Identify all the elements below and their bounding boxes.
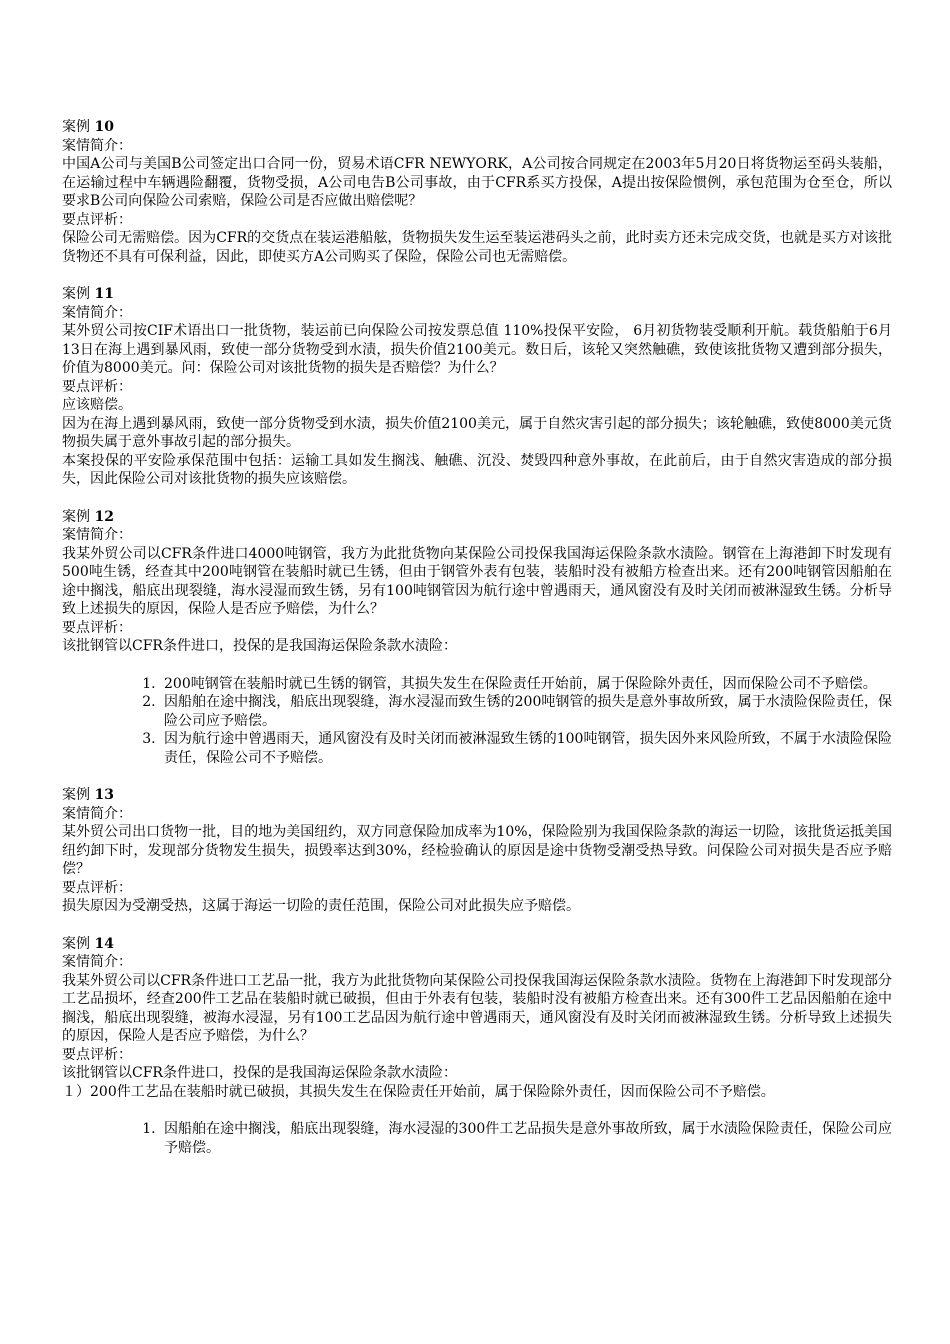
numbered-list bbox=[62, 1120, 892, 1157]
case-label: 案例 bbox=[62, 286, 90, 302]
case-11 bbox=[62, 285, 892, 489]
case-evaluation: 该批钢管以CFR条件进口，投保的是我国海运保险条款水渍险： bbox=[62, 1065, 457, 1081]
case-label: 案例 bbox=[62, 935, 90, 952]
eval-heading: 要点评析： bbox=[62, 1046, 132, 1063]
intro-heading: 案情简介： bbox=[62, 805, 132, 822]
case-title bbox=[62, 508, 892, 527]
eval-heading: 要点评析： bbox=[62, 879, 132, 896]
case-label: 案例 bbox=[62, 787, 90, 803]
case-evaluation-line: 应该赔偿。 bbox=[62, 397, 132, 413]
plain-list-item: １）200件工艺品在装船时就已破损，其损失发生在保险责任开始前，属于保险除外责任，因而保险公司不予赔偿。 bbox=[62, 1083, 775, 1100]
case-number: 14 bbox=[94, 935, 114, 952]
case-12 bbox=[62, 508, 892, 768]
case-intro: 某外贸公司按CIF术语出口一批货物，装运前已向保险公司按发票总值 110%投保平安险， 6月初货物装受顺利开航。载货船舶于6月13日在海上遇到暴风雨，致使一部分货物受到水渍，损失价值2100美元。数日后，该轮又突然触礁，致使该批货物又遭到部分损失，价值为8000美元。问：保险公司对该批货物的损失是否赔偿？为什么？ bbox=[62, 323, 892, 376]
case-title bbox=[62, 118, 892, 137]
list-item: 1. 200吨钢管在装船时就已生锈的钢管，其损失发生在保险责任开始前，属于保险除外责任，因而保险公司不予赔偿。 bbox=[160, 675, 892, 694]
case-label: 案例 bbox=[62, 508, 90, 525]
case-13 bbox=[62, 786, 892, 916]
case-number: 11 bbox=[94, 286, 114, 302]
intro-heading: 案情简介： bbox=[62, 304, 132, 321]
case-evaluation-line: 本案投保的平安险承保范围中包括：运输工具如发生搁浅、触礁、沉没、焚毁四种意外事故，在此前后，由于自然灾害造成的部分损失，因此保险公司对该批货物的损失应该赔偿。 bbox=[62, 452, 892, 487]
case-evaluation: 损失原因为受潮受热，这属于海运一切险的责任范围，保险公司对此损失应予赔偿。 bbox=[62, 898, 580, 914]
case-14 bbox=[62, 935, 892, 1158]
case-intro: 我某外贸公司以CFR条件进口4000吨钢管，我方为此批货物向某保险公司投保我国海运保险条款水渍险。钢管在上海港卸下时发现有500吨生锈，经查其中200吨钢管在装船时就已生锈，但由于钢管外表有包装，装船时没有被船方检查出来。还有200吨钢管因船舶在途中搁浅，船底出现裂缝，海水浸湿而致生锈，另有100吨钢管因为航行途中曾遇雨天，通风窗没有及时关闭而被淋湿致生锈。分析导致上述损失的原因，保险人是否应予赔偿，为什么？ bbox=[62, 545, 892, 617]
eval-heading: 要点评析： bbox=[62, 211, 132, 228]
list-item: 3. 因为航行途中曾遇雨天，通风窗没有及时关闭而被淋湿致生锈的100吨钢管，损失因外来风险所致，不属于水渍险保险责任，保险公司不予赔偿。 bbox=[160, 730, 892, 767]
case-evaluation: 保险公司无需赔偿。因为CFR的交货点在装运港船舷，货物损失发生运至装运港码头之前，此时卖方还未完成交货，也就是买方对该批货物还不具有可保利益，因此，即使买方A公司购买了保险，保险公司也无需赔偿。 bbox=[62, 230, 892, 265]
list-item: 1. 因船舶在途中搁浅，船底出现裂缝，海水浸湿的300件工艺品损失是意外事故所致，属于水渍险保险责任，保险公司应予赔偿。 bbox=[160, 1120, 892, 1157]
case-intro: 中国A公司与美国B公司签定出口合同一份，贸易术语CFR NEWYORK，A公司按合同规定在2003年5月20日将货物运至码头装船，在运输过程中车辆遇险翻覆，货物受损，A公司电告B公司事故，由于CFR系买方投保，A提出按保险惯例，承包范围为仓至仓，所以要求B公司向保险公司索赔，保险公司是否应做出赔偿呢？ bbox=[62, 156, 892, 209]
case-intro: 某外贸公司出口货物一批，目的地为美国纽约，双方同意保险加成率为10%，保险险别为我国保险条款的海运一切险，该批货运抵美国纽约卸下时，发现部分货物发生损失，损毁率达到30%，经检验确认的原因是途中货物受潮受热导致。问保险公司对损失是否应予赔偿？ bbox=[62, 824, 892, 877]
case-number: 12 bbox=[94, 508, 114, 525]
case-number: 13 bbox=[94, 787, 114, 803]
case-title bbox=[62, 285, 892, 304]
case-intro: 我某外贸公司以CFR条件进口工艺品一批，我方为此批货物向某保险公司投保我国海运保险条款水渍险。货物在上海港卸下时发现部分工艺品损坏，经查200件工艺品在装船时就已破损，但由于外表有包装，装船时没有被船方检查出来。还有300件工艺品因船舶在途中搁浅，船底出现裂缝，被海水浸湿，另有100工艺品因为航行途中曾遇雨天，通风窗没有及时关闭而被淋湿致生锈。分析导致上述损失的原因，保险人是否应予赔偿，为什么？ bbox=[62, 972, 892, 1044]
case-title bbox=[62, 786, 892, 805]
intro-heading: 案情简介： bbox=[62, 137, 132, 154]
numbered-list bbox=[62, 675, 892, 768]
case-label: 案例 bbox=[62, 119, 90, 135]
case-10 bbox=[62, 118, 892, 266]
eval-heading: 要点评析： bbox=[62, 378, 132, 395]
case-evaluation: 该批钢管以CFR条件进口，投保的是我国海运保险条款水渍险： bbox=[62, 638, 457, 654]
case-number: 10 bbox=[94, 119, 114, 135]
eval-heading: 要点评析： bbox=[62, 619, 132, 636]
case-title bbox=[62, 935, 892, 954]
document-page bbox=[62, 118, 892, 1176]
intro-heading: 案情简介： bbox=[62, 527, 132, 543]
intro-heading: 案情简介： bbox=[62, 954, 132, 970]
list-item: 2. 因船舶在途中搁浅，船底出现裂缝，海水浸湿而致生锈的200吨钢管的损失是意外事故所致，属于水渍险保险责任，保险公司应予赔偿。 bbox=[160, 693, 892, 730]
case-evaluation-line: 因为在海上遇到暴风雨，致使一部分货物受到水渍，损失价值2100美元，属于自然灾害引起的部分损失；该轮触礁，致使8000美元货物损失属于意外事故引起的部分损失。 bbox=[62, 415, 892, 450]
